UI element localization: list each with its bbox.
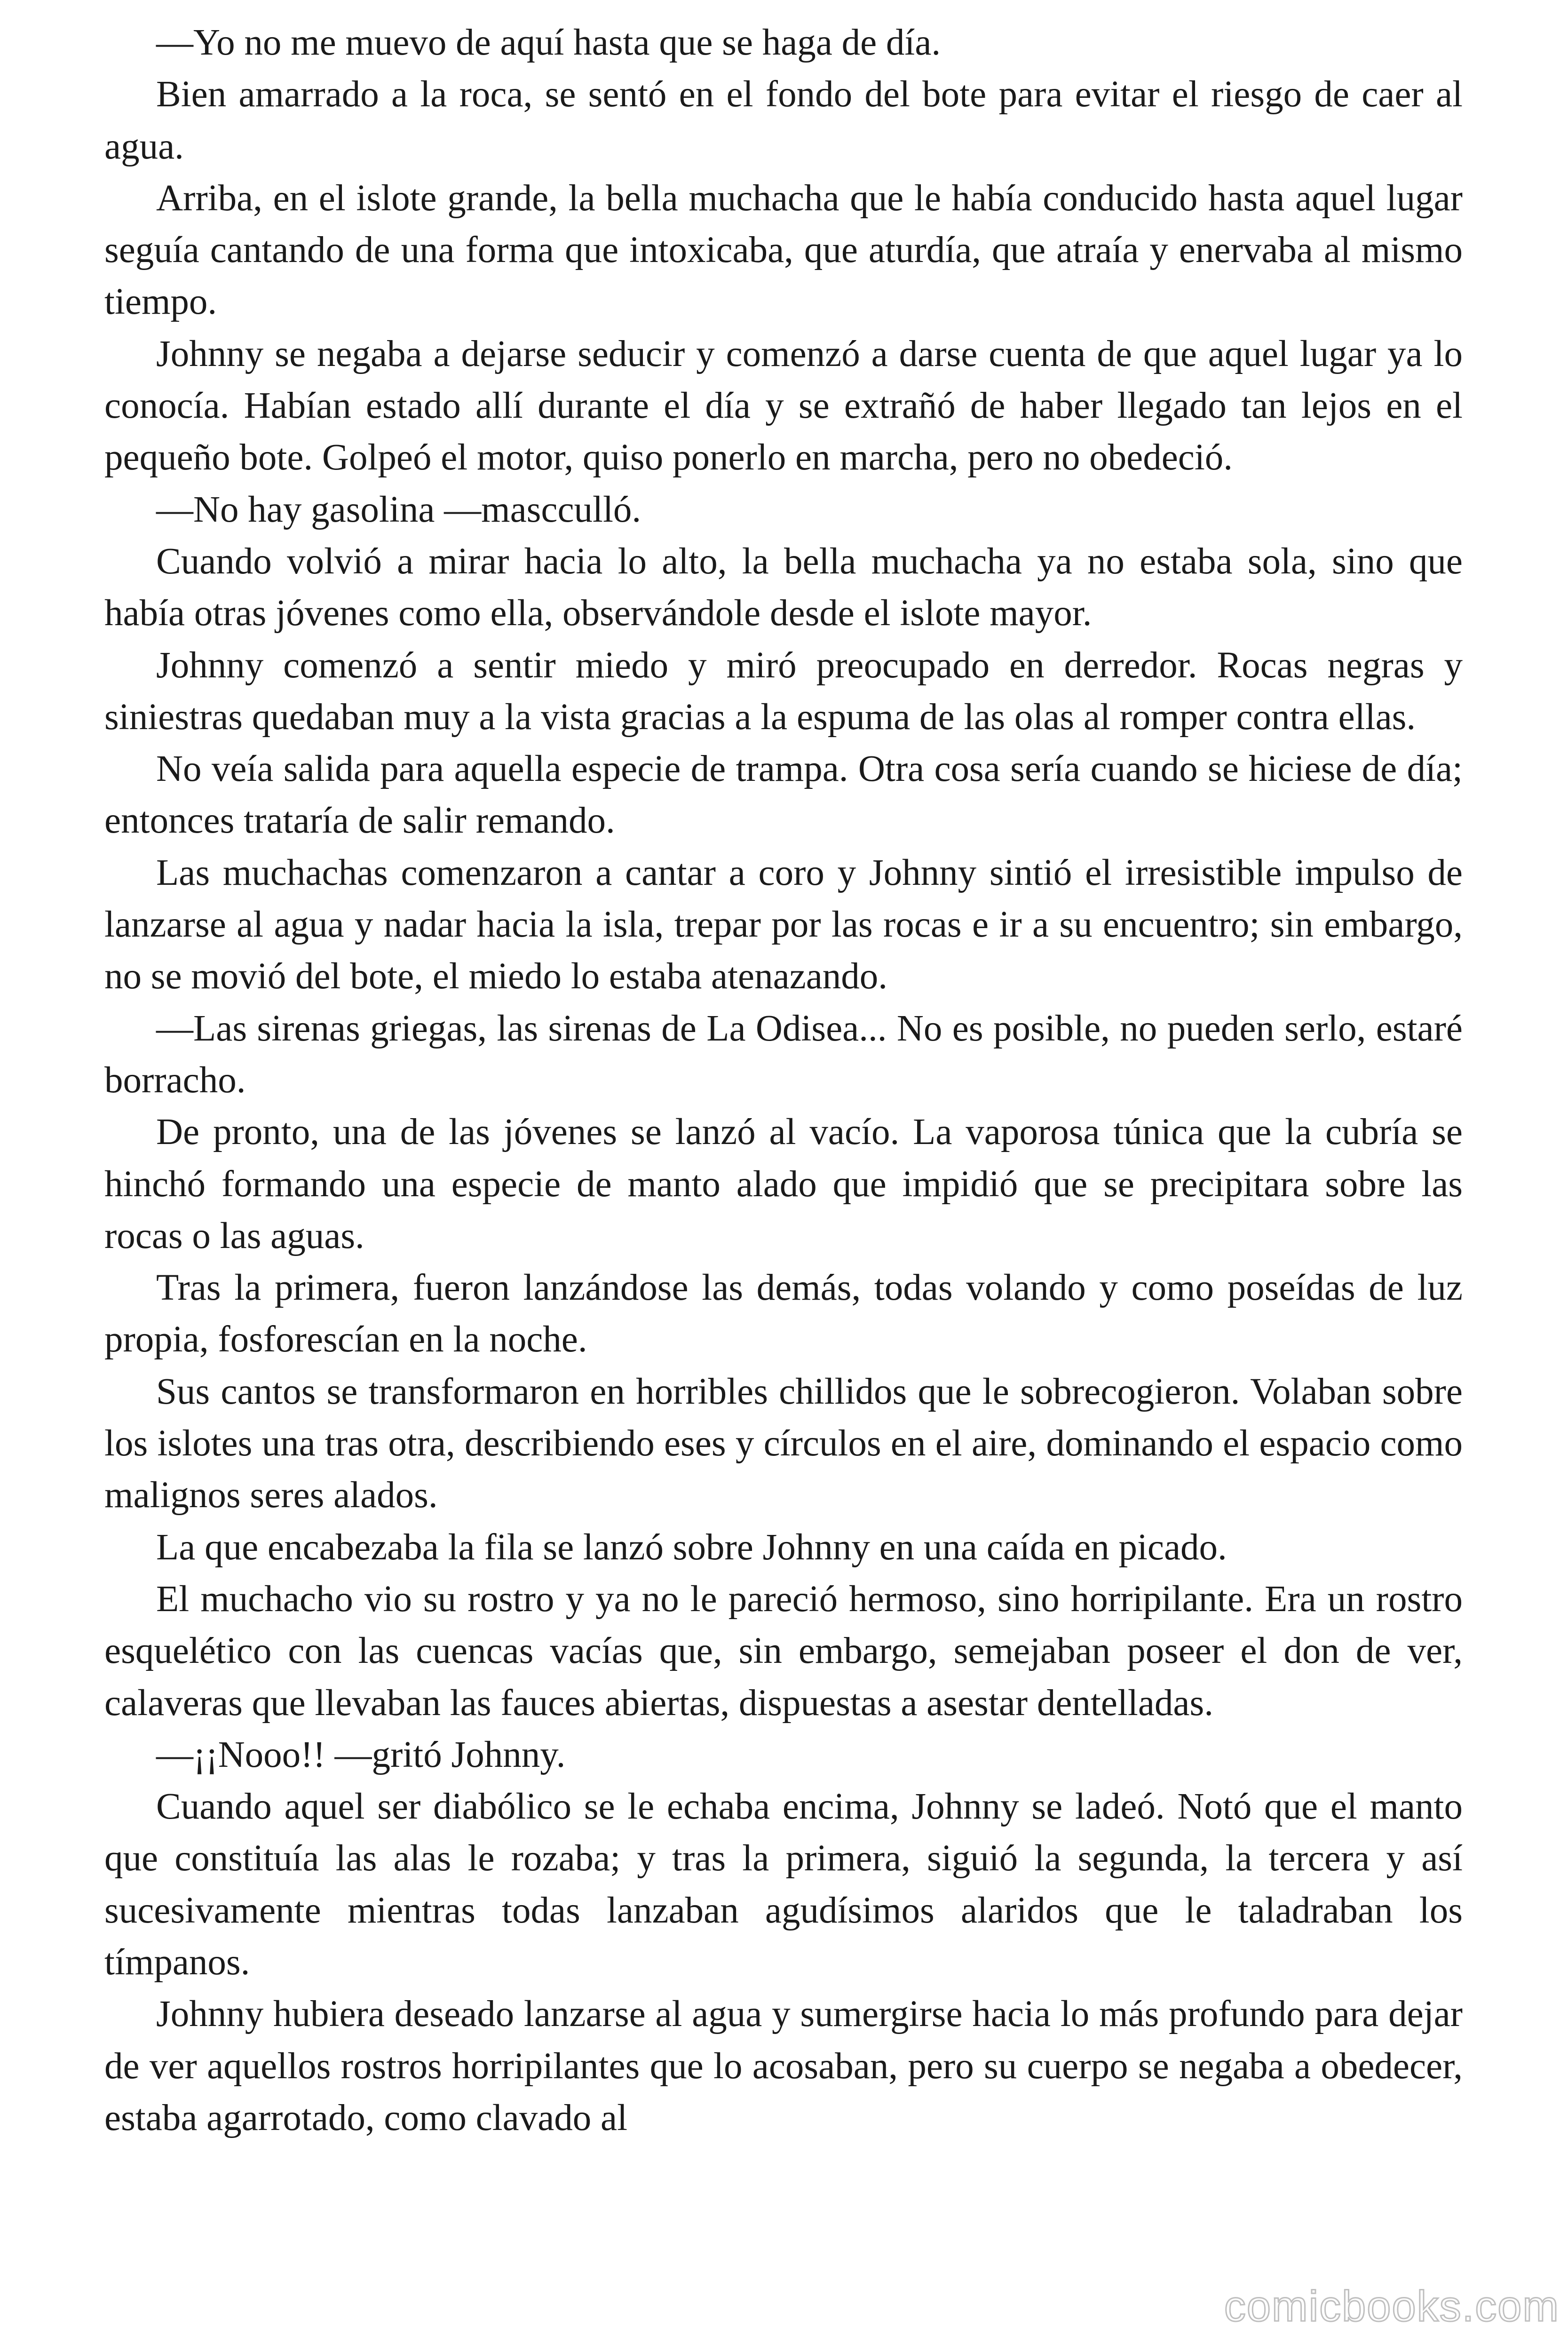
paragraph: Bien amarrado a la roca, se sentó en el fondo del bote para evitar el riesgo de caer al agua. [104, 74, 1463, 167]
paragraph: Johnny hubiera deseado lanzarse al agua y sumergirse hacia lo más profundo para dejar de ver aquellos rostros horripilantes que lo acosaban, pero su cuerpo se negaba a obedecer, estaba agarrotado, como clavado al [104, 1994, 1463, 2138]
paragraph: —No hay gasolina —mascculló. [156, 489, 641, 530]
paragraph: —Las sirenas griegas, las sirenas de La Odisea... No es posible, no pueden serlo, estaré borracho. [104, 1008, 1463, 1101]
paragraph: No veía salida para aquella especie de trampa. Otra cosa sería cuando se hiciese de día; entonces trataría de salir remando. [104, 748, 1463, 842]
paragraph: De pronto, una de las jóvenes se lanzó al vacío. La vaporosa túnica que la cubría se hinchó formando una especie de manto alado que impidió que se precipitara sobre las rocas o las aguas. [104, 1112, 1463, 1256]
body-text [104, 17, 1463, 2144]
paragraph: Johnny se negaba a dejarse seducir y comenzó a darse cuenta de que aquel lugar ya lo conocía. Habían estado allí durante el día y se extrañó de haber llegado tan lejos en el pequeño bote. Golpeó el motor, quiso ponerlo en marcha, pero no obedeció. [104, 333, 1463, 478]
watermark: comicbooks.com [1224, 2282, 1560, 2330]
paragraph: —¡¡Nooo!! —gritó Johnny. [156, 1734, 566, 1775]
paragraph: Las muchachas comenzaron a cantar a coro y Johnny sintió el irresistible impulso de lanzarse al agua y nadar hacia la isla, trepar por las rocas e ir a su encuentro; sin embargo, no se movió del bote, el miedo lo estaba atenazando. [104, 852, 1463, 997]
paragraph: —Yo no me muevo de aquí hasta que se haga de día. [156, 22, 941, 63]
paragraph: Cuando aquel ser diabólico se le echaba encima, Johnny se ladeó. Notó que el manto que constituía las alas le rozaba; y tras la primera, siguió la segunda, la tercera y así sucesivamente mientras todas lanzaban agudísimos alaridos que le taladraban los tímpanos. [104, 1786, 1463, 1983]
paragraph: Arriba, en el islote grande, la bella muchacha que le había conducido hasta aquel lugar seguía cantando de una forma que intoxicaba, que aturdía, que atraía y enervaba al mismo tiempo. [104, 177, 1463, 323]
paragraph: El muchacho vio su rostro y ya no le pareció hermoso, sino horripilante. Era un rostro esquelético con las cuencas vacías que, sin embargo, semejaban poseer el don de ver, calaveras que llevaban las fauces abiertas, dispuestas a asestar dentelladas. [104, 1578, 1463, 1724]
paragraph: Johnny comenzó a sentir miedo y miró preocupado en derredor. Rocas negras y siniestras quedaban muy a la vista gracias a la espuma de las olas al romper contra ellas. [104, 644, 1463, 738]
paragraph: La que encabezaba la fila se lanzó sobre Johnny en una caída en picado. [156, 1526, 1227, 1568]
paragraph: Cuando volvió a mirar hacia lo alto, la bella muchacha ya no estaba sola, sino que había otras jóvenes como ella, observándole desde el islote mayor. [104, 540, 1463, 634]
paragraph: Sus cantos se transformaron en horribles chillidos que le sobrecogieron. Volaban sobre los islotes una tras otra, describiendo eses y círculos en el aire, dominando el espacio como malignos seres alados. [104, 1371, 1463, 1516]
paragraph: Tras la primera, fueron lanzándose las demás, todas volando y como poseídas de luz propia, fosforescían en la noche. [104, 1267, 1463, 1360]
